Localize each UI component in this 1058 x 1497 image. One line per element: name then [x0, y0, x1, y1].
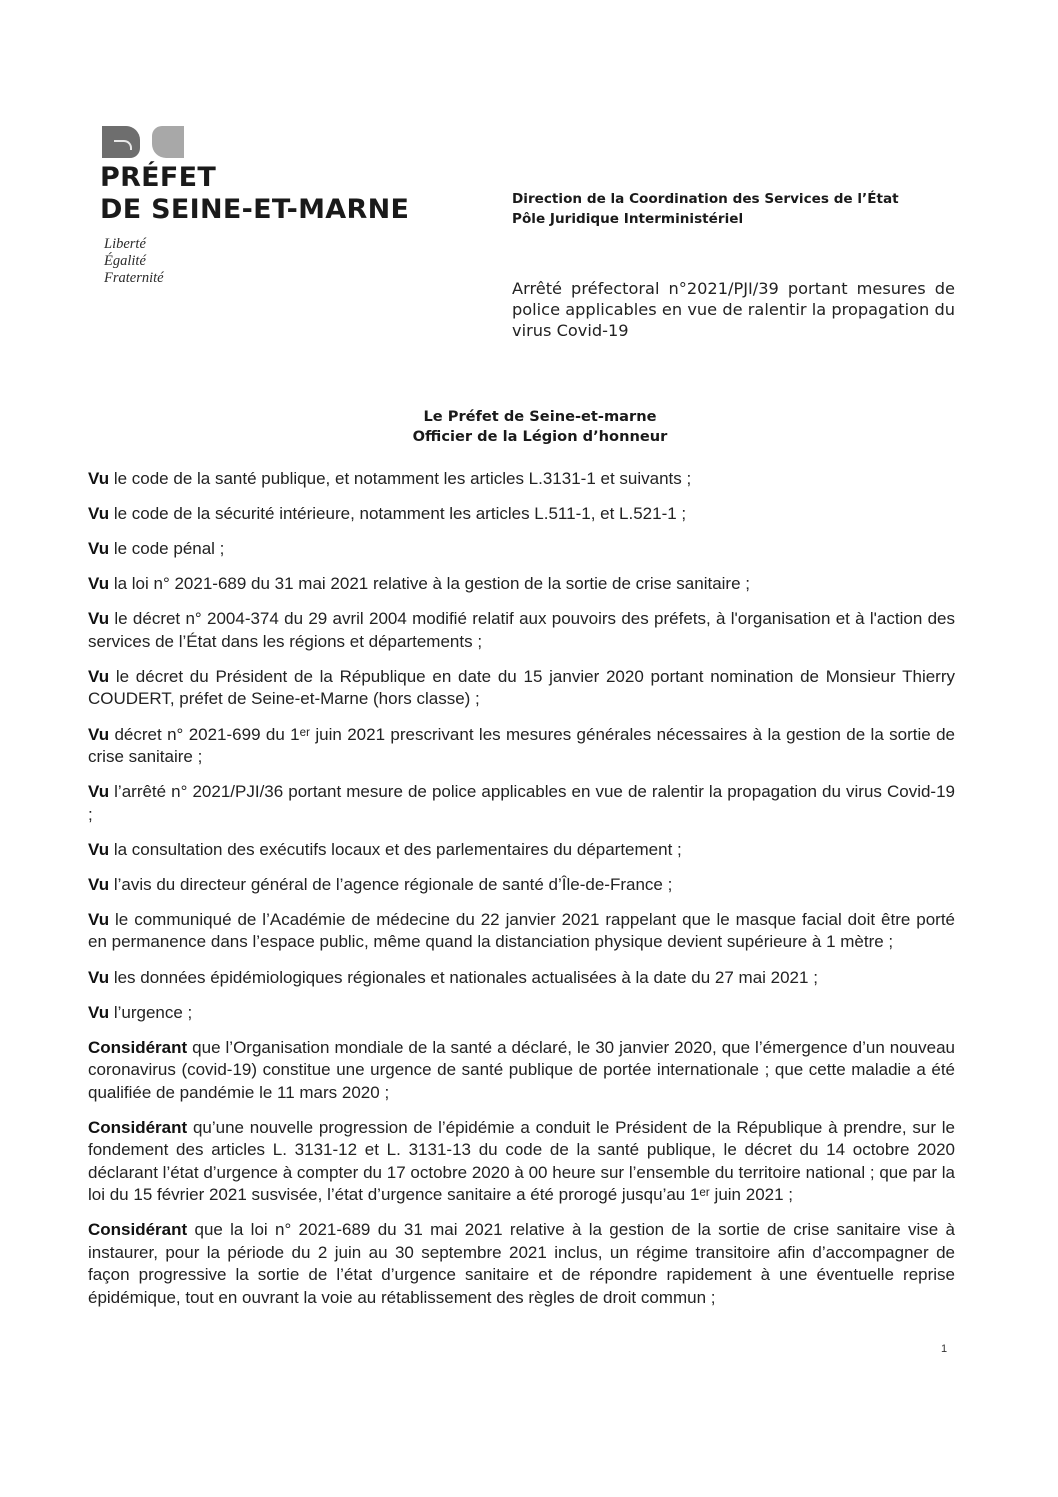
visa-paragraph: Vu le code de la sécurité intérieure, notamment les articles L.511-1, et L.521-1 ; — [88, 504, 687, 524]
marianne-logo-icon — [102, 126, 190, 160]
prefecture-brand — [100, 162, 409, 226]
visa-paragraph: Vu la consultation des exécutifs locaux et des parlementaires du département ; — [88, 839, 682, 859]
republic-motto — [104, 236, 164, 287]
visa-paragraph: Vu l’arrêté n° 2021/PJI/36 portant mesure de police applicables en vue de ralentir la propagation du virus Covid-19 ; — [88, 782, 955, 824]
brand-line-1: PRÉFET — [100, 162, 217, 193]
issuing-direction — [512, 189, 899, 229]
authority-line-2: Officier de la Légion d’honneur — [412, 428, 668, 445]
considerant-paragraph: Considérant que l’Organisation mondiale de la santé a déclaré, le 30 janvier 2020, que l’émergence d’un nouveau coronavirus (covid-19) constitue une urgence de santé publique de portée internationale ; que cette maladie a été qualifiée de pandémie le 11 mars 2020 ; — [88, 1037, 955, 1102]
motto-egalite: Égalité — [104, 253, 146, 269]
visa-paragraph: Vu le décret du Président de la République en date du 15 janvier 2020 portant nomination de Monsieur Thierry COUDERT, préfet de Seine-et-Marne (hors classe) ; — [88, 666, 955, 709]
visa-paragraph: Vu les données épidémiologiques régionales et nationales actualisées à la date du 27 mai 2021 ; — [88, 967, 818, 987]
document-body — [88, 468, 955, 1322]
arrete-title: Arrêté préfectoral n°2021/PJI/39 portant mesures de police applicables en vue de ralentir la propagation du virus Covid-19 — [512, 279, 955, 340]
visa-paragraph: Vu le code pénal ; — [88, 539, 225, 559]
visa-paragraph: Vu décret n° 2021-699 du 1ᵉʳ juin 2021 prescrivant les mesures générales nécessaires à la gestion de la sortie de crise sanitaire ; — [88, 724, 955, 767]
visa-paragraph: Vu l’avis du directeur général de l’agence régionale de santé d’Île-de-France ; — [88, 874, 673, 894]
authority-heading — [360, 407, 720, 447]
logo-right-block — [152, 126, 184, 158]
considerant-paragraph: Considérant que la loi n° 2021-689 du 31 mai 2021 relative à la gestion de la sortie de crise sanitaire vise à instaurer, pour la période du 2 juin au 30 septembre 2021 inclus, un régime transitoire afin d’accompagner de façon progressive la sortie de l’état d’urgence sanitaire et de répondre rapidement à une éventuelle reprise épidémique, tout en ouvrant la voie au rétablissement des règles de droit commun ; — [88, 1220, 955, 1307]
motto-liberte: Liberté — [104, 236, 146, 252]
motto-fraternite: Fraternité — [104, 270, 164, 286]
logo-left-block — [102, 126, 140, 158]
visa-paragraph: Vu l’urgence ; — [88, 1002, 193, 1022]
considerant-paragraph: Considérant qu’une nouvelle progression de l’épidémie a conduit le Président de la République à prendre, sur le fondement des articles L. 3131-12 et L. 3131-13 du code de la santé publique, le décret du 14 octobre 2020 déclarant l’état d’urgence à compter du 17 octobre 2020 à 00 heure sur l’ensemble du territoire national ; que par la loi du 15 février 2021 susvisée, l’état d’urgence sanitaire a été prorogé jusqu’au 1ᵉʳ juin 2021 ; — [88, 1117, 955, 1205]
direction-line-1: Direction de la Coordination des Services de l’État — [512, 191, 899, 207]
visa-paragraph: Vu la loi n° 2021-689 du 31 mai 2021 relative à la gestion de la sortie de crise sanitaire ; — [88, 574, 750, 594]
authority-line-1: Le Préfet de Seine-et-marne — [423, 408, 657, 425]
direction-line-2: Pôle Juridique Interministériel — [512, 211, 744, 227]
visa-paragraph: Vu le décret n° 2004-374 du 29 avril 2004 modifié relatif aux pouvoirs des préfets, à l'organisation et à l'action des services de l’État dans les régions et départements ; — [88, 609, 955, 651]
visa-paragraph: Vu le code de la santé publique, et notamment les articles L.3131-1 et suivants ; — [88, 469, 692, 488]
brand-line-2: DE SEINE-ET-MARNE — [100, 194, 410, 225]
page-number: 1 — [941, 1343, 948, 1355]
visa-paragraph: Vu le communiqué de l’Académie de médecine du 22 janvier 2021 rappelant que le masque facial doit être porté en permanence dans l’espace public, même quand la distanciation physique devient supérieure à 1 mètre ; — [88, 909, 955, 952]
